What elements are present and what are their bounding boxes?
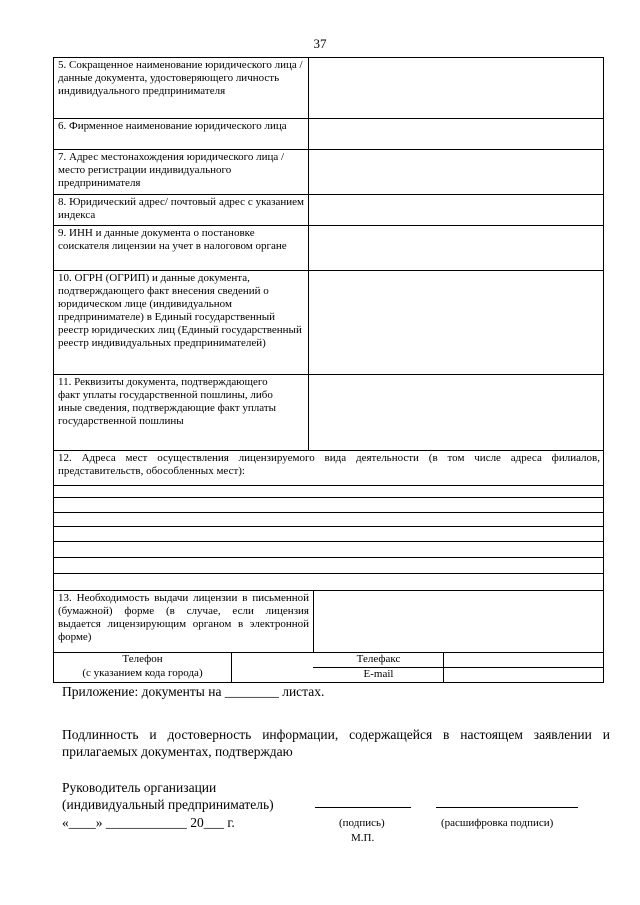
decode-line [436,807,578,808]
signer-subtitle: (индивидуальный предприниматель) [62,797,274,812]
stamp-label: М.П. [351,832,375,844]
row-8-label: 8. Юридический адрес/ почтовый адрес с указанием индекса [58,196,304,221]
row-7-label: 7. Адрес местонахождения юридического лица / место регистрации индивидуального предпринимателя [58,151,285,189]
page-number: 37 [313,36,327,51]
date-line: «____» ____________ 20___ г. [62,815,235,830]
row-5-label: 5. Сокращенное наименование юридического лица / данные документа, удостоверяющего личность индивидуального предпринимателя [58,59,303,97]
row-12-label: 12. Адреса мест осуществления лицензируемого вида деятельности (в том числе адреса филиалов, представительств, обособленных мест): [58,452,600,477]
signer-title: Руководитель организации [62,780,217,795]
decode-label: (расшифровка подписи) [441,817,554,829]
row-10-label: 10. ОГРН (ОГРИП) и данные документа, подтверждающего факт внесения сведений о юридическом лице (индивидуальном предпринимателе) в Единый государственный реестр юридических лиц (Единый государственный реестр индивидуальных предпринимателей) [58,272,302,349]
row-13-label: 13. Необходимость выдачи лицензии в письменной (бумажной) форме (в случае, если лицензия выдается лицензирующим органом в электронной форме) [58,592,309,643]
fax-label: Телефакс [356,653,401,665]
confirmation-text: Подлинность и достоверность информации, содержащейся в настоящем заявлении и прилагаемых документах, подтверждаю [62,727,610,759]
email-label: E-mail [363,668,394,680]
phone-label: Телефон [122,653,163,665]
phone-sublabel: (с указанием кода города) [82,667,203,679]
signature-line [315,807,411,808]
signature-label: (подпись) [339,817,385,829]
row-6-label: 6. Фирменное наименование юридического лица [58,120,287,132]
attachment-text: Приложение: документы на ________ листах. [62,684,325,699]
row-11-label: 11. Реквизиты документа, подтверждающего факт уплаты государственной пошлины, либо иные сведения, подтверждающие факт уплаты государственной пошлины [58,376,277,427]
row-9-label: 9. ИНН и данные документа о постановке соискателя лицензии на учет в налоговом органе [58,227,287,252]
